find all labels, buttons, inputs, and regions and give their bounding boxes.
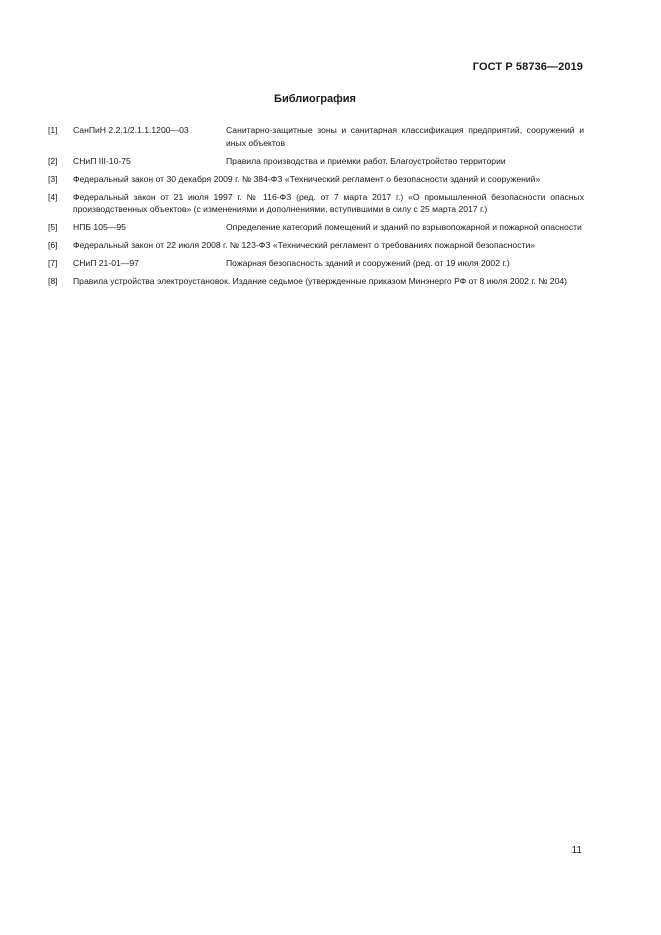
bibliography-entry <box>48 173 584 186</box>
entry-code: СНиП III-10-75 <box>73 155 131 166</box>
entry-text: Федеральный закон от 21 июля 1997 г. № 116-ФЗ (ред. от 7 марта 2017 г.) «О промышленной безопасности опасных производственных объектов» (с изменениями и дополнениями, вступившими в силу с 25 марта 2017 г.) <box>73 191 584 214</box>
bibliography-entry <box>48 155 584 168</box>
entry-number: [5] <box>48 222 58 232</box>
entry-code: СНиП 21-01—97 <box>73 258 139 268</box>
entry-text: Федеральный закон от 30 декабря 2009 г. № 384-ФЗ «Технический регламент о безопасности зданий и сооружений» <box>73 173 541 184</box>
entry-text: Правила производства и приемки работ. Благоустройство территории <box>226 155 506 166</box>
entry-code: СанПиН 2.2.1/2.1.1.1200—03 <box>73 125 189 135</box>
entry-number: [1] <box>48 125 58 135</box>
entry-number: [7] <box>48 258 58 268</box>
entry-number: [8] <box>48 276 58 286</box>
bibliography-entry <box>48 239 584 252</box>
entry-code: НПБ 105—95 <box>73 222 126 232</box>
entry-number: [6] <box>48 240 58 250</box>
entry-number: [4] <box>48 191 58 202</box>
document-header: ГОСТ Р 58736—2019 <box>472 61 583 73</box>
bibliography-list <box>48 124 584 293</box>
bibliography-entry <box>48 124 584 149</box>
page-number: 11 <box>571 845 582 856</box>
entry-text: Пожарная безопасность зданий и сооружений (ред. от 19 июля 2002 г.) <box>226 258 510 268</box>
entry-number: [2] <box>48 155 58 166</box>
entry-text: Санитарно-защитные зоны и санитарная классификация предприятий, сооружений и иных объектов <box>226 125 584 148</box>
entry-text: Правила устройства электроустановок. Издание седьмое (утвержденные приказом Минэнерго РФ от 8 июля 2002 г. № 204) <box>73 276 567 286</box>
entry-text: Определение категорий помещений и зданий по взрывопожарной и пожарной опасности <box>226 222 582 232</box>
bibliography-entry <box>48 221 584 234</box>
bibliography-entry <box>48 257 584 270</box>
section-title: Библиография <box>274 93 356 105</box>
bibliography-entry <box>48 275 584 288</box>
bibliography-entry <box>48 191 584 216</box>
entry-text: Федеральный закон от 22 июля 2008 г. № 123-ФЗ «Технический регламент о требованиях пожарной безопасности» <box>73 240 536 250</box>
entry-number: [3] <box>48 173 58 184</box>
